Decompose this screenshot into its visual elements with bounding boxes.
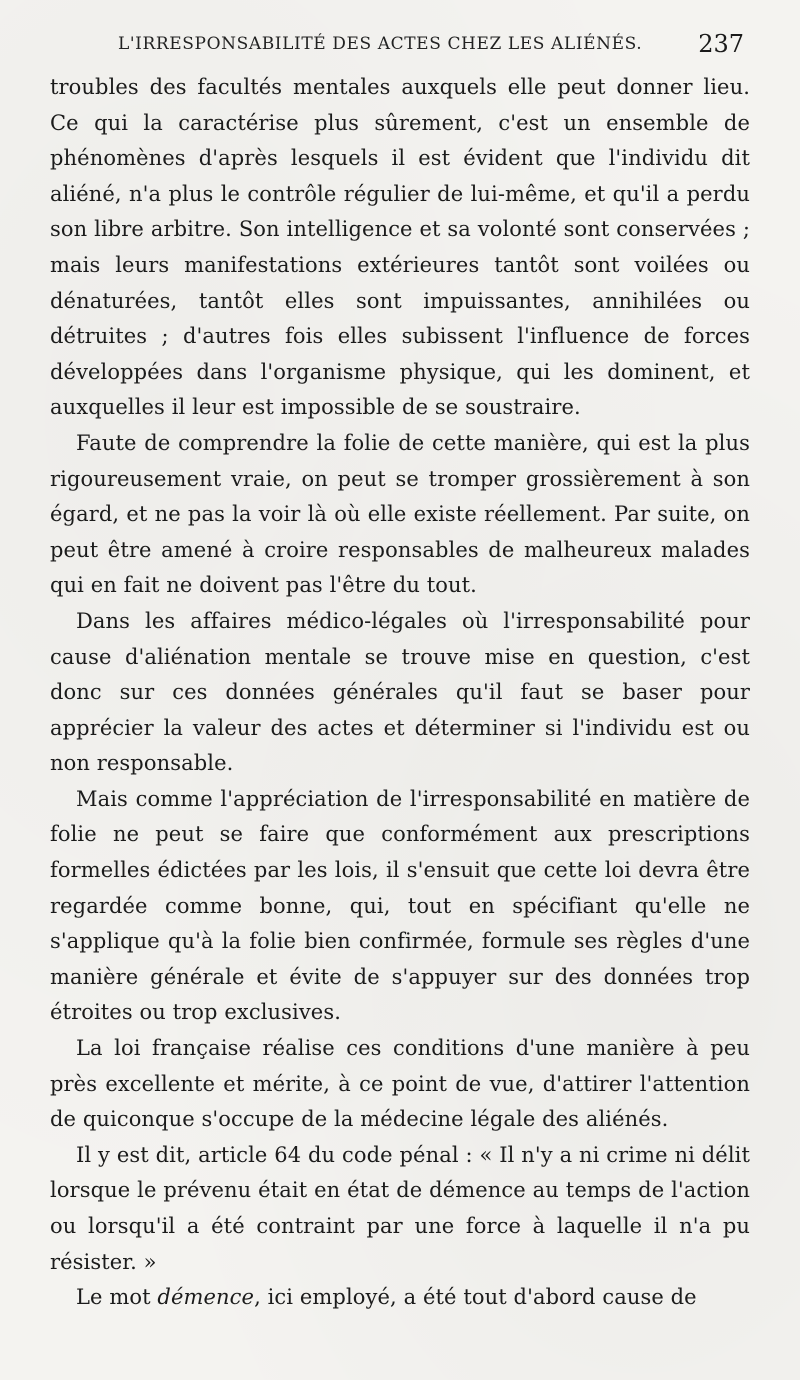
page-header	[118, 30, 744, 74]
body-text	[50, 70, 750, 1316]
paragraph: Faute de comprendre la folie de cette manière, qui est la plus rigoureusement vraie, on peut se tromper grossièrement à son égard, et ne pas la voir là où elle existe réellement. Par suite, on peut être amené à croire responsables de malheureux malades qui en fait ne doivent pas l'être du tout.	[50, 430, 750, 598]
paragraph: Mais comme l'appréciation de l'irresponsabilité en matière de folie ne peut se faire que conformément aux prescriptions formelles édictées par les lois, il s'ensuit que cette loi devra être regardée comme bonne, qui, tout en spécifiant qu'elle ne s'applique qu'à la folie bien confirmée, formule ses règles d'une manière générale et évite de s'appuyer sur des données trop étroites ou trop exclusives.	[50, 786, 750, 1025]
paragraph: Dans les affaires médico-légales où l'irresponsabilité pour cause d'aliénation mentale se trouve mise en question, c'est donc sur ces données générales qu'il faut se baser pour apprécier la valeur des actes et déterminer si l'individu est ou non responsable.	[50, 608, 750, 776]
paragraph-continuation: troubles des facultés mentales auxquels elle peut donner lieu. Ce qui la caractérise plus sûrement, c'est un ensemble de phénomènes d'après lesquels il est évident que l'individu dit aliéné, n'a plus le contrôle régulier de lui-même, et qu'il a perdu son libre arbitre. Son intelligence et sa volonté sont conservées ; mais leurs manifestations extérieures tantôt sont voilées ou dénaturées, tantôt elles sont impuissantes, annihilées ou détruites ; d'autres fois elles subissent l'influence de forces développées dans l'organisme physique, qui les dominent, et auxquelles il leur est impossible de se soustraire.	[50, 75, 750, 420]
paragraph-quotation: Il y est dit, article 64 du code pénal : « Il n'y a ni crime ni délit lorsque le prévenu était en état de démence au temps de l'action ou lorsqu'il a été contraint par une force à laquelle il n'a pu résister. »	[50, 1142, 750, 1274]
text-run: , ici employé, a été tout d'abord cause de	[254, 1285, 697, 1310]
text-run: Le mot	[76, 1285, 158, 1310]
emphasized-term: démence	[157, 1285, 255, 1310]
running-title: L'IRRESPONSABILITÉ DES ACTES CHEZ LES ALIÉNÉS.	[118, 34, 643, 54]
paragraph-last	[50, 1280, 750, 1316]
paragraph: La loi française réalise ces conditions d'une manière à peu près excellente et mérite, à ce point de vue, d'attirer l'attention de quiconque s'occupe de la médecine légale des aliénés.	[50, 1036, 750, 1132]
page-number: 237	[698, 30, 744, 58]
